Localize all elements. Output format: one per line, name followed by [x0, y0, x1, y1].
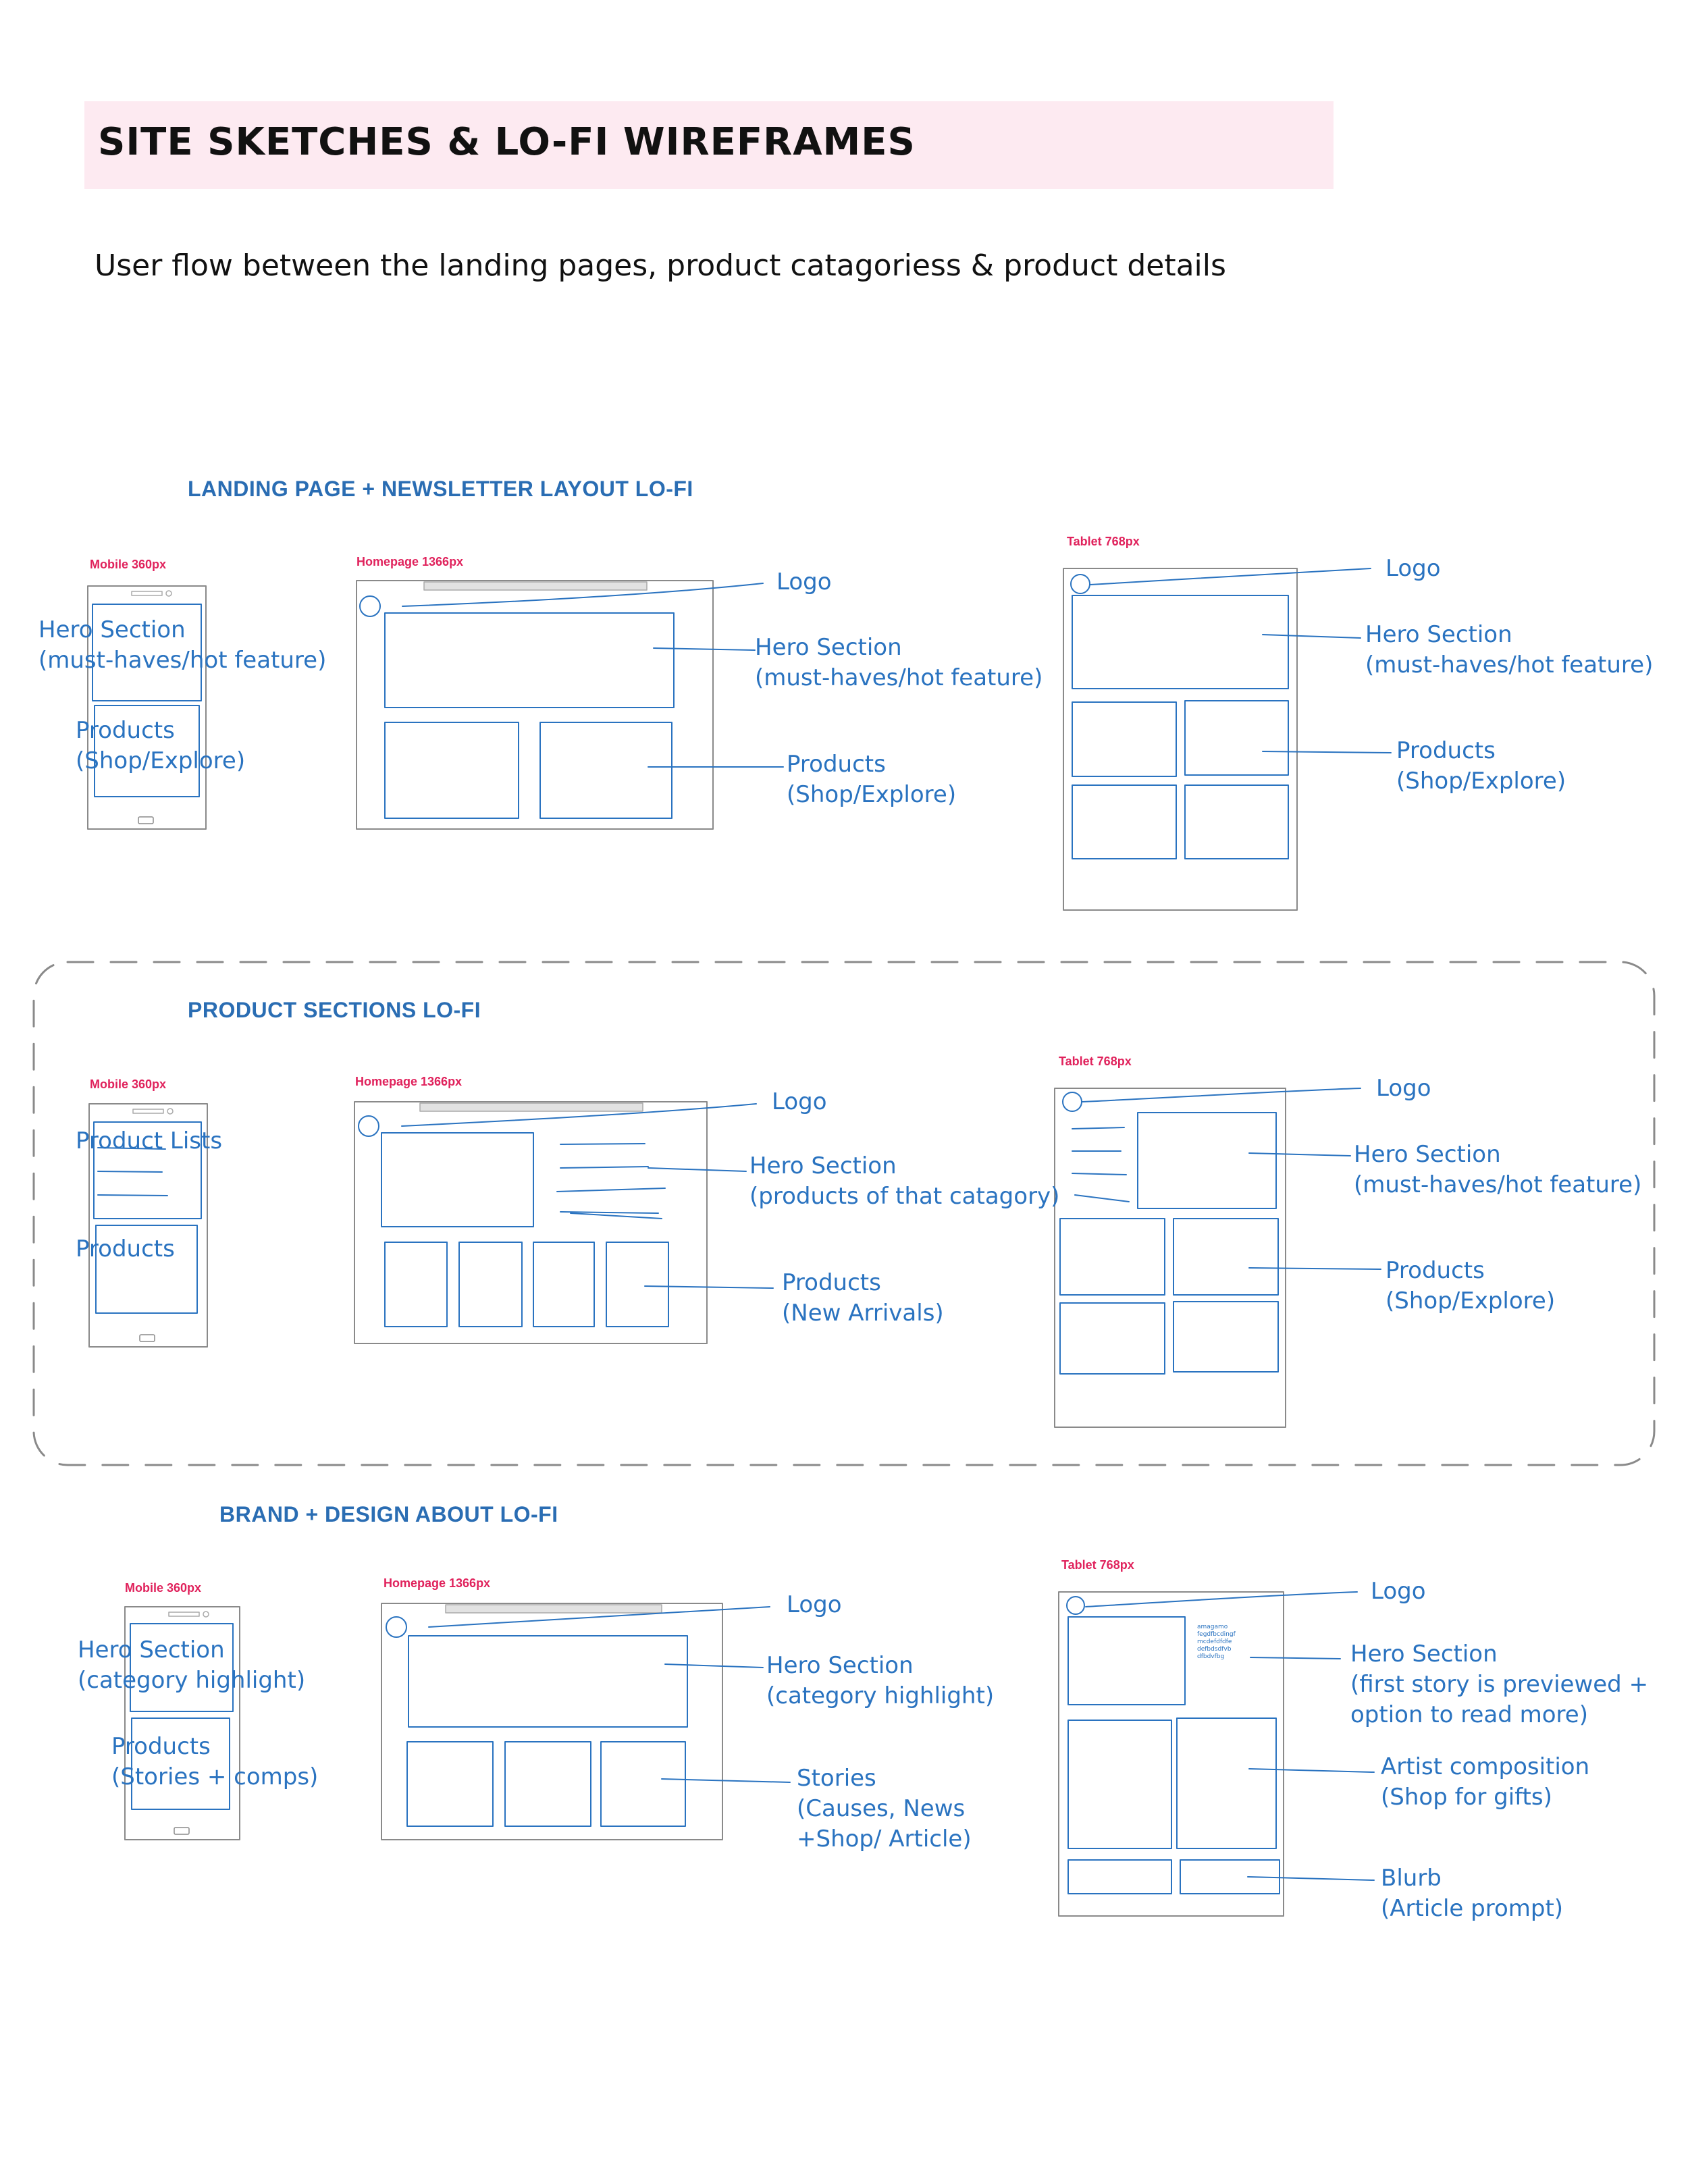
section-1-desktop-hero-label: Hero Section (must-haves/hot feature): [755, 634, 1043, 691]
desktop-wireframe-2: [354, 1102, 773, 1343]
desktop-wireframe-1: [357, 581, 783, 829]
section-1-desktop-products-label: Products (Shop/Explore): [787, 751, 957, 808]
section-3-tablet-hero-label: Hero Section (first story is previewed + option to read more): [1350, 1641, 1649, 1728]
section-2-dashed-container: [34, 962, 1654, 1465]
section-3-mobile-hero-label: Hero Section (category highlight): [78, 1636, 306, 1694]
section-3-desktop-hero-label: Hero Section (category highlight): [766, 1652, 995, 1709]
section-2-mobile-device-label: Mobile 360px: [90, 1077, 167, 1091]
section-2-title: PRODUCT SECTIONS LO-FI: [188, 998, 481, 1022]
page-subtitle: User flow between the landing pages, product catagoriess & product details: [95, 248, 1226, 283]
page-title: SITE SKETCHES & LO-FI WIREFRAMES: [98, 120, 916, 164]
section-3-mobile-products-label: Products (Stories + comps): [111, 1733, 319, 1790]
section-3-tablet-device-label: Tablet 768px: [1061, 1558, 1134, 1572]
tablet-wireframe-1: [1063, 568, 1391, 910]
section-1-mobile-device-label: Mobile 360px: [90, 558, 167, 571]
tablet-wireframe-2: [1055, 1088, 1381, 1427]
section-3-title: BRAND + DESIGN ABOUT LO-FI: [219, 1502, 558, 1526]
section-3-tablet-blurb-label: Blurb (Article prompt): [1381, 1865, 1564, 1922]
section-3-tablet-mini-text: amagamo fegdfbcdingf mcdefdfdfe defbdsdfvb dfbdvfbg: [1197, 1624, 1236, 1660]
section-2-tablet-products-label: Products (Shop/Explore): [1386, 1257, 1556, 1314]
section-3-desktop-device-label: Homepage 1366px: [384, 1576, 491, 1590]
section-2-tablet-hero-label: Hero Section (must-haves/hot feature): [1354, 1141, 1642, 1198]
section-2-desktop-hero-label: Hero Section (products of that catagory): [749, 1152, 1060, 1210]
section-2-tablet-device-label: Tablet 768px: [1059, 1055, 1132, 1068]
section-3-tablet-logo-label: Logo: [1371, 1578, 1426, 1605]
desktop-wireframe-3: [381, 1603, 790, 1840]
section-2-desktop-products-label: Products (New Arrivals): [782, 1269, 944, 1327]
section-3-mobile-device-label: Mobile 360px: [125, 1581, 202, 1595]
section-1-tablet-device-label: Tablet 768px: [1067, 535, 1140, 548]
section-3-desktop-stories-label: Stories (Causes, News +Shop/ Article): [797, 1765, 972, 1853]
section-1-tablet-hero-label: Hero Section (must-haves/hot feature): [1365, 621, 1654, 678]
section-3-tablet-composition-label: Artist composition (Shop for gifts): [1381, 1753, 1590, 1811]
section-2-mobile-products-label: Products: [76, 1235, 175, 1262]
section-1-title: LANDING PAGE + NEWSLETTER LAYOUT LO-FI: [188, 477, 693, 501]
section-2-mobile-lists-label: Product Lists: [76, 1127, 223, 1154]
section-2-tablet-logo-label: Logo: [1376, 1075, 1431, 1102]
section-2-desktop-logo-label: Logo: [772, 1088, 827, 1115]
section-1-mobile-products-label: Products (Shop/Explore): [76, 717, 246, 774]
section-1-desktop-logo-label: Logo: [776, 568, 832, 595]
section-1-tablet-logo-label: Logo: [1386, 555, 1441, 582]
section-1-tablet-products-label: Products (Shop/Explore): [1396, 737, 1566, 795]
section-1-mobile-hero-label: Hero Section (must-haves/hot feature): [38, 616, 327, 674]
section-1-desktop-device-label: Homepage 1366px: [357, 555, 464, 568]
section-3-desktop-logo-label: Logo: [787, 1591, 842, 1618]
section-2-desktop-device-label: Homepage 1366px: [355, 1075, 463, 1088]
